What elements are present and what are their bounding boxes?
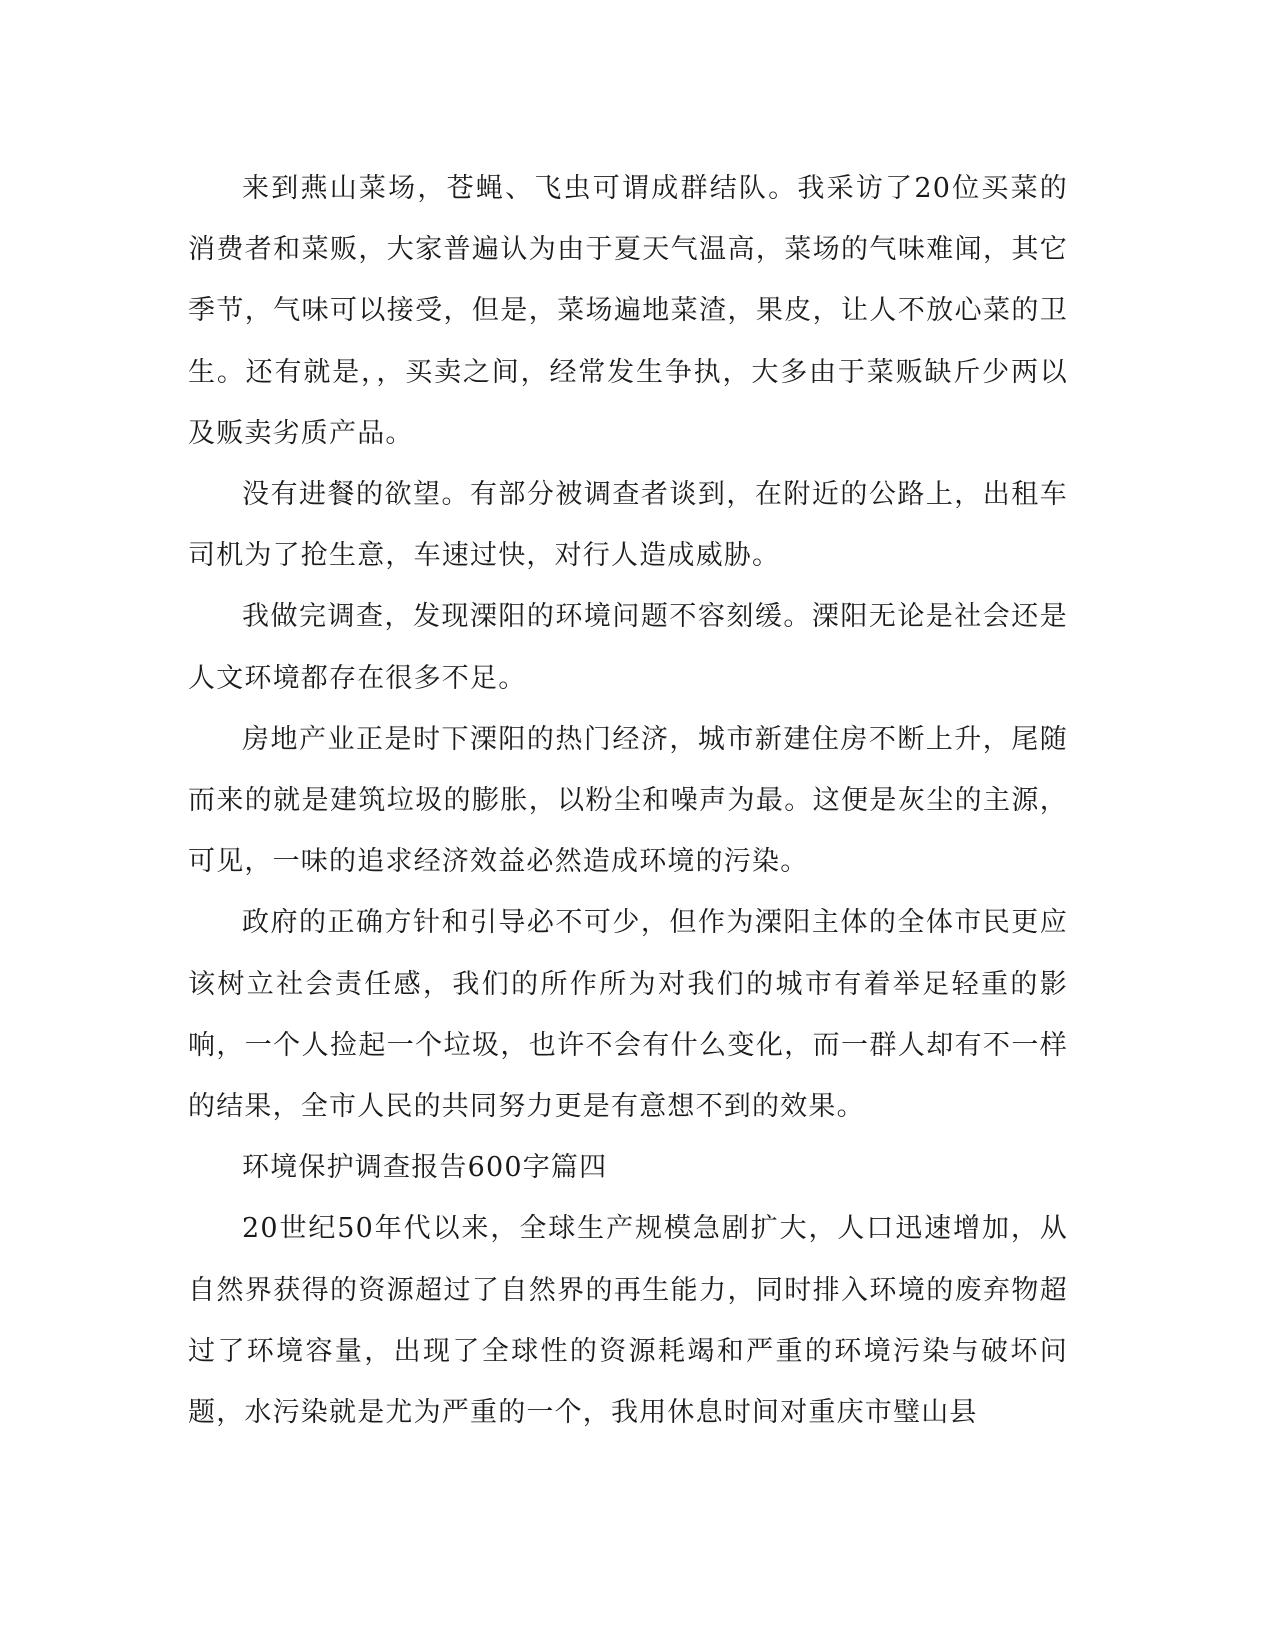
paragraph-water-pollution: 20世纪50年代以来，全球生产规模急剧扩大，人口迅速增加，从自然界获得的资源超过了自然界的再生能力，同时排入环境的废弃物超过了环境容量，出现了全球性的资源耗竭和严重的环境污染与破坏问题，水污染就是尤为严重的一个，我用休息时间对重庆市璧山县 — [188, 1213, 1068, 1429]
section-heading: 环境保护调查报告600字篇四 — [242, 1152, 608, 1184]
paragraph-market-survey: 来到燕山菜场，苍蝇、飞虫可谓成群结队。我采访了20位买菜的消费者和菜贩，大家普遍认为由于夏天气温高，菜场的气味难闻，其它季节，气味可以接受，但是，菜场遍地菜渣，果皮，让人不放心菜的卫生。还有就是，，买卖之间，经常发生争执，大多由于菜贩缺斤少两以及贩卖劣质产品。 — [188, 173, 1068, 449]
paragraph-traffic: 没有进餐的欲望。有部分被调查者谈到，在附近的公路上，出租车司机为了抢生意，车速过快，对行人造成威胁。 — [188, 479, 1068, 572]
document-body — [188, 158, 1068, 1443]
paragraph-real-estate: 房地产业正是时下溧阳的热门经济，城市新建住房不断上升，尾随而来的就是建筑垃圾的膨胀，以粉尘和噪声为最。这便是灰尘的主源，可见，一味的追求经济效益必然造成环境的污染。 — [188, 723, 1068, 878]
paragraph-government: 政府的正确方针和引导必不可少，但作为溧阳主体的全体市民更应该树立社会责任感，我们的所作所为对我们的城市有着举足轻重的影响，一个人捡起一个垃圾，也许不会有什么变化，而一群人却有不一样的结果，全市人民的共同努力更是有意想不到的效果。 — [188, 907, 1068, 1123]
paragraph-conclusion: 我做完调查，发现溧阳的环境问题不容刻缓。溧阳无论是社会还是人文环境都存在很多不足。 — [188, 601, 1068, 694]
